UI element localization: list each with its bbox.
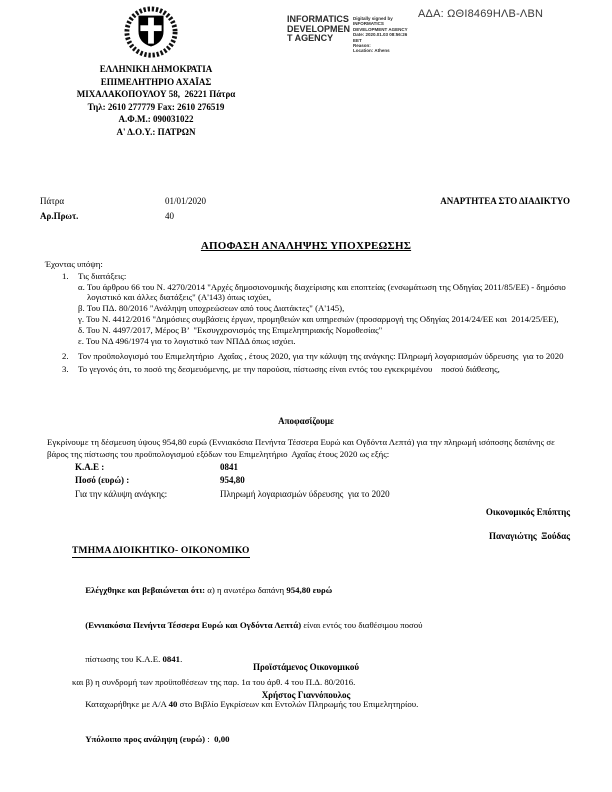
balance-value: 0,00 [214,733,230,744]
ada-number: ΑΔΑ: ΩΘΙ8469ΗΛΒ-ΛΒΝ [418,8,544,20]
list-subitem-d: δ. Του Ν. 4497/2017, Μέρος Β’ "Εκσυγχρονισμός της Επιμελητηριακής Νομοθεσίας" [78,324,383,335]
verification-line-1 [72,574,532,608]
list-subitem-b: β. Του ΠΔ. 80/2016 "Ανάληψη υποχρεώσεων από τους Διατάκτες" (Α'145), [78,303,345,314]
kae-label: Κ.Α.Ε : [75,462,105,472]
list-subitem-a: α. Του άρθρου 66 του Ν. 4270/2014 "Αρχές δημοσιονομικής διαχείρισης και εποπτείας (ενσωμάτωση της Οδηγίας 2011/85/ΕΕ) - δημόσιο λογιστικό και άλλες διατάξεις" (Α'143) όπως ισχύει, [78,281,568,303]
verification-text: α) η ανωτέρω δαπάνη [205,585,287,596]
letterhead-afm: Α.Φ.Μ.: 090031022 [118,114,194,125]
stamp-detail-line: INFORMATICS [353,21,384,27]
letterhead-doy: Α' Δ.Ο.Υ.: ΠΑΤΡΩΝ [116,126,196,137]
stamp-detail-line: Reason: [353,43,371,49]
list-item-1-text: Τις διατάξεις: [78,270,127,281]
list-item-1-number: 1. [62,270,69,281]
finance-head-title: Προϊστάμενος Οικονομικού [252,662,360,672]
verification-line-2 [72,608,532,642]
stamp-detail-line: Location: Athens [353,48,390,54]
list-item-1 [62,270,572,282]
document-title-row [0,236,612,254]
document-date: 01/01/2020 [165,196,207,206]
document-title: ΑΠΟΦΑΣΗ ΑΝΑΛΗΨΗΣ ΥΠΟΧΡΕΩΣΗΣ [200,240,412,252]
letterhead-phone-fax: Τηλ: 2610 277779 Fax: 2610 276519 [87,101,225,112]
signature-stamp-details [353,16,423,54]
list-subitem-c: γ. Του Ν. 4412/2016 "Δημόσιες συμβάσεις έργων, προμηθειών και υπηρεσιών (προσαρμογή της Οδηγίας 2014/24/ΕΕ και 2014/25/ΕΕ), [78,313,559,324]
list-item-2 [62,351,572,362]
verification-amount-words: (Εννιακόσια Πενήντα Τέσσερα Ευρώ και Ογδόντα Λεπτά) [85,619,302,630]
list-item-2-number: 2. [62,351,69,362]
considering-intro: Έχοντας υπόψη: [45,259,103,269]
stamp-agency-line: T AGENCY [287,33,334,43]
commitment-details [75,461,555,501]
amount-value: 954,80 [220,475,245,486]
verification-text: Καταχωρήθηκε με Α/Α [85,699,169,710]
list-item-3-number: 3. [62,364,69,375]
stamp-agency-line: INFORMATICS [287,14,349,24]
publish-notice: ΑΝΑΡΤΗΤΕΑ ΣΤΟ ΔΙΑΔΙΚΤΥΟ [440,196,570,206]
stamp-detail-line: EET [353,37,362,43]
verification-text: στο Βιβλίο Εγκρίσεων και Εντολών Πληρωμής του Επιμελητηρίου. [177,699,419,710]
letterhead [25,63,287,139]
letterhead-address: ΜΙΧΑΛΑΚΟΠΟΥΛΟΥ 58, 26221 Πάτρα [76,89,236,100]
greek-emblem-icon [122,6,180,60]
registry-number: 40 [168,699,178,710]
balance-line [72,722,532,756]
balance-separator: : [205,733,215,744]
kae-row [75,461,555,474]
finance-head-name: Χρήστος Γιαννόπουλος [261,690,351,700]
stamp-detail-line: Date: 2020.01.03 08:56:26 [353,32,408,38]
decision-heading: Αποφασίζουμε [278,416,334,426]
list-item-2-text: Τον προϋπολογισμό του Επιμελητήριο Αχαΐας , έτους 2020, για την κάλυψη της ανάγκης: Πληρωμή λογαριασμών ύδρευσης για το 2020 [78,351,564,362]
list-item-3-text: Το γεγονός ότι, το ποσό της δεσμευόμενης, με την παρούσα, πίστωσης είναι εντός του εγκεκριμένου ποσού διάθεσης, [78,364,500,375]
verification-line-4: και β) η συνδρομή των προϋποθέσεων της παρ. 1α του άρθ. 4 του Π.Δ. 80/2016. [72,676,356,687]
supervisor-title: Οικονομικός Επόπτης [485,507,570,517]
amount-row [75,474,555,487]
need-label: Για την κάλυψη ανάγκης: [75,488,168,499]
department-heading: ΤΜΗΜΑ ΔΙΟΙΚΗΤΙΚΟ- ΟΙΚΟΝΟΜΙΚΟ [72,546,250,556]
verification-text: πίστωσης του Κ.Α.Ε. [85,653,163,664]
supervisor-name: Παναγιώτης Ξούδας [489,531,570,541]
kae-value: 0841 [220,462,238,472]
letterhead-chamber: ΕΠΙΜΕΛΗΤΗΡΙΟ ΑΧΑΪΑΣ [100,76,212,87]
stamp-detail-line: DEVELOPMENT AGENCY [353,26,408,32]
verification-text: είναι εντός του διαθέσιμου ποσού [301,619,423,630]
department-heading-row [72,546,250,558]
protocol-number: 40 [165,211,174,221]
letterhead-republic: ΕΛΛΗΝΙΚΗ ΔΗΜΟΚΡΑΤΙΑ [99,64,213,74]
place-label: Πάτρα [40,196,65,206]
amount-label: Ποσό (ευρώ) : [75,475,130,486]
considering-section [45,259,572,375]
verification-kae: 0841 [162,653,181,664]
stamp-detail-line: Digitally signed by [353,16,393,21]
need-row [75,488,555,501]
protocol-label: Αρ.Πρωτ. [40,211,79,221]
signature-stamp-agency [287,15,353,44]
verification-bold: Ελέγχθηκε και βεβαιώνεται ότι: [85,585,206,596]
decision-paragraph: Εγκρίνουμε τη δέσμευση ύψους 954,80 ευρώ (Εννιακόσια Πενήντα Τέσσερα Ευρώ και Ογδόντα Λεπτά) για την πληρωμή ισόποσης δαπάνης σε βάρος της πίστωσης του προϋπολογισμού εξόδων του Επιμελητήριο Αχαΐας έτους 2020 ως εξής: [47,437,557,459]
list-subitem-e: ε. Του ΝΔ 496/1974 για το λογιστικό των ΝΠΔΔ όπως ισχύει. [78,335,296,346]
balance-label: Υπόλοιπο προς ανάληψη (ευρώ) [85,733,206,744]
list-item-3 [62,364,572,375]
stamp-agency-line: DEVELOPMEN [287,23,351,34]
verification-text: . [180,653,183,664]
verification-amount: 954,80 ευρώ [286,585,333,596]
need-value: Πληρωμή λογαριασμών ύδρευσης για το 2020 [220,488,390,499]
